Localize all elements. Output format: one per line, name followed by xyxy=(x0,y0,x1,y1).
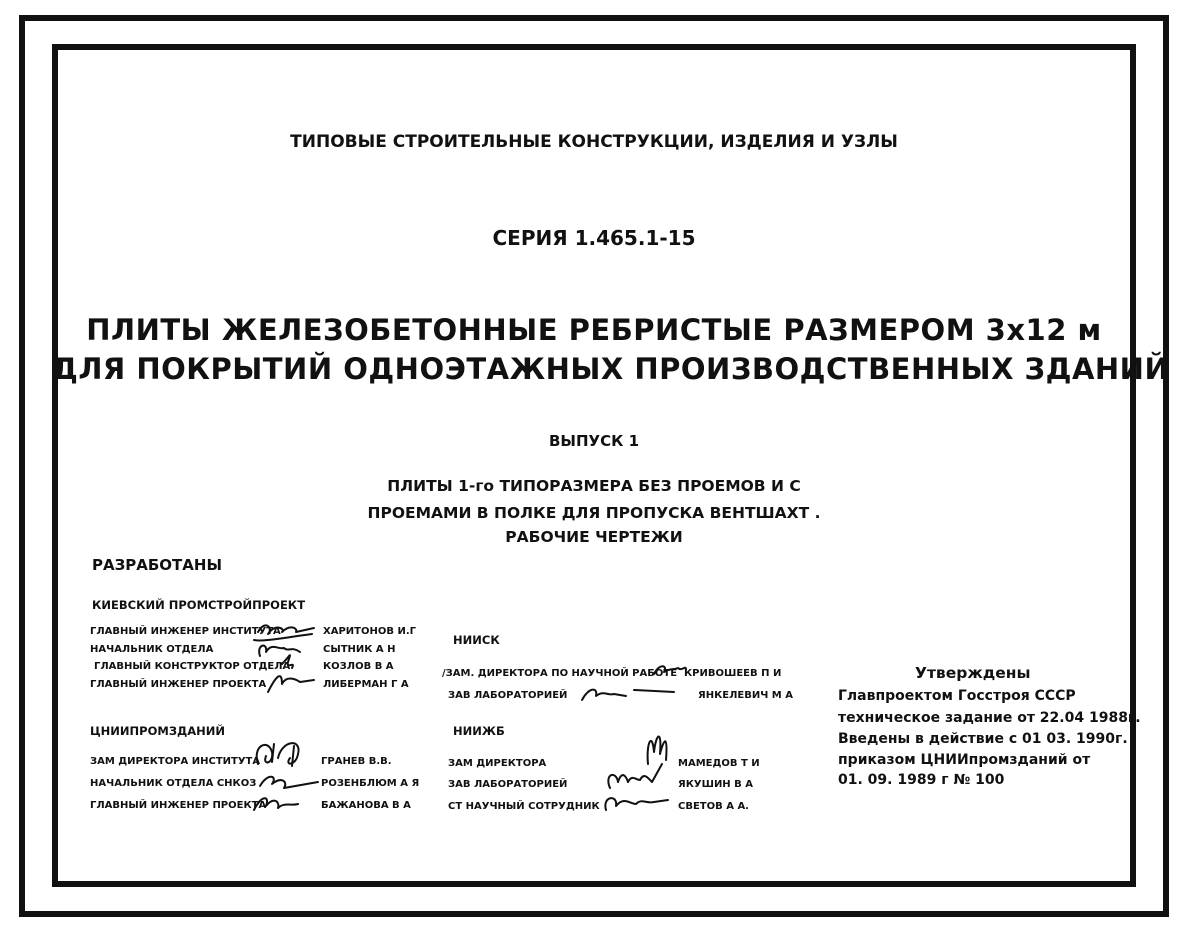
niizhb-role-2: ЗАВ ЛАБОРАТОРИЕЙ xyxy=(448,779,568,790)
kiev-signatures xyxy=(252,612,318,696)
niisk-role-2: ЗАВ ЛАБОРАТОРИЕЙ xyxy=(448,690,568,701)
document-title-line-2: ДЛЯ ПОКРЫТИЙ ОДНОЭТАЖНЫХ ПРОИЗВОДСТВЕННЫХ ЗДАНИЙ xyxy=(52,352,1170,386)
issue-description-line-1: ПЛИТЫ 1-го ТИПОРАЗМЕРА БЕЗ ПРОЕМОВ И С xyxy=(387,477,801,495)
kiev-role-4: ГЛАВНЫЙ ИНЖЕНЕР ПРОЕКТА xyxy=(90,679,267,690)
niizhb-name-2: ЯКУШИН В А xyxy=(678,779,753,790)
issue-label: ВЫПУСК 1 xyxy=(548,432,640,450)
tsnii-name-1: ГРАНЕВ В.В. xyxy=(321,756,392,767)
niizhb-name-3: СВЕТОВ А А. xyxy=(678,801,749,812)
kiev-role-1: ГЛАВНЫЙ ИНЖЕНЕР ИНСТИТУТА xyxy=(90,626,281,637)
approved-line-5: 01. 09. 1989 г № 100 xyxy=(838,772,1005,788)
org-niisk: НИИСК xyxy=(453,633,500,647)
approved-heading: Утверждены xyxy=(915,664,1031,682)
series-number: СЕРИЯ 1.465.1-15 xyxy=(492,226,696,250)
tsnii-name-3: БАЖАНОВА В А xyxy=(321,800,411,811)
document-title-line-1: ПЛИТЫ ЖЕЛЕЗОБЕТОННЫЕ РЕБРИСТЫЕ РАЗМЕРОМ 3x12 м xyxy=(86,313,1102,347)
niizhb-signatures xyxy=(596,724,680,824)
tsnii-role-1: ЗАМ ДИРЕКТОРА ИНСТИТУТА xyxy=(90,756,261,767)
niizhb-role-3: СТ НАУЧНЫЙ СОТРУДНИК xyxy=(448,801,600,812)
kiev-role-3: ГЛАВНЫЙ КОНСТРУКТОР ОТДЕЛА xyxy=(94,661,291,672)
developed-label: РАЗРАБОТАНЫ xyxy=(92,556,222,574)
org-niizhb: НИИЖБ xyxy=(453,724,505,738)
org-kiev-promstroyproekt: КИЕВСКИЙ ПРОМСТРОЙПРОЕКТ xyxy=(92,598,306,612)
kiev-name-3: КОЗЛОВ В А xyxy=(323,661,394,672)
tsnii-signatures xyxy=(248,736,322,822)
niisk-name-2: ЯНКЕЛЕВИЧ М А xyxy=(698,690,793,701)
issue-description-line-3: РАБОЧИЕ ЧЕРТЕЖИ xyxy=(505,528,683,546)
niisk-role-1: /ЗАМ. ДИРЕКТОРА ПО НАУЧНОЙ РАБОТЕ xyxy=(442,668,678,679)
tsnii-role-3: ГЛАВНЫЙ ИНЖЕНЕР ПРОЕКТА xyxy=(90,800,267,811)
issue-description-line-2: ПРОЕМАМИ В ПОЛКЕ ДЛЯ ПРОПУСКА ВЕНТШАХТ . xyxy=(367,504,821,522)
kiev-name-1: ХАРИТОНОВ И.Г xyxy=(323,626,416,637)
approved-line-1: Главпроектом Госстроя СССР xyxy=(838,688,1076,704)
series-collection-title: ТИПОВЫЕ СТРОИТЕЛЬНЫЕ КОНСТРУКЦИИ, ИЗДЕЛИЯ И УЗЛЫ xyxy=(290,132,898,152)
niisk-name-1: КРИВОШЕЕВ П И xyxy=(684,668,782,679)
approved-line-4: приказом ЦНИИпромзданий от xyxy=(838,752,1091,768)
approved-line-2: техническое задание от 22.04 1988г. xyxy=(838,710,1141,726)
tsnii-role-2: НАЧАЛЬНИК ОТДЕЛА СНКОЗ xyxy=(90,778,257,789)
kiev-role-2: НАЧАЛЬНИК ОТДЕЛА xyxy=(90,644,214,655)
niizhb-role-1: ЗАМ ДИРЕКТОРА xyxy=(448,758,547,769)
kiev-name-2: СЫТНИК А Н xyxy=(323,644,396,655)
kiev-name-4: ЛИБЕРМАН Г А xyxy=(323,679,409,690)
org-tsniipromzdaniy: ЦНИИПРОМЗДАНИЙ xyxy=(90,724,226,738)
tsnii-name-2: РОЗЕНБЛЮМ А Я xyxy=(321,778,420,789)
niisk-signatures xyxy=(578,660,688,710)
niizhb-name-1: МАМЕДОВ Т И xyxy=(678,758,760,769)
approved-line-3: Введены в действие с 01 03. 1990г. xyxy=(838,731,1128,747)
